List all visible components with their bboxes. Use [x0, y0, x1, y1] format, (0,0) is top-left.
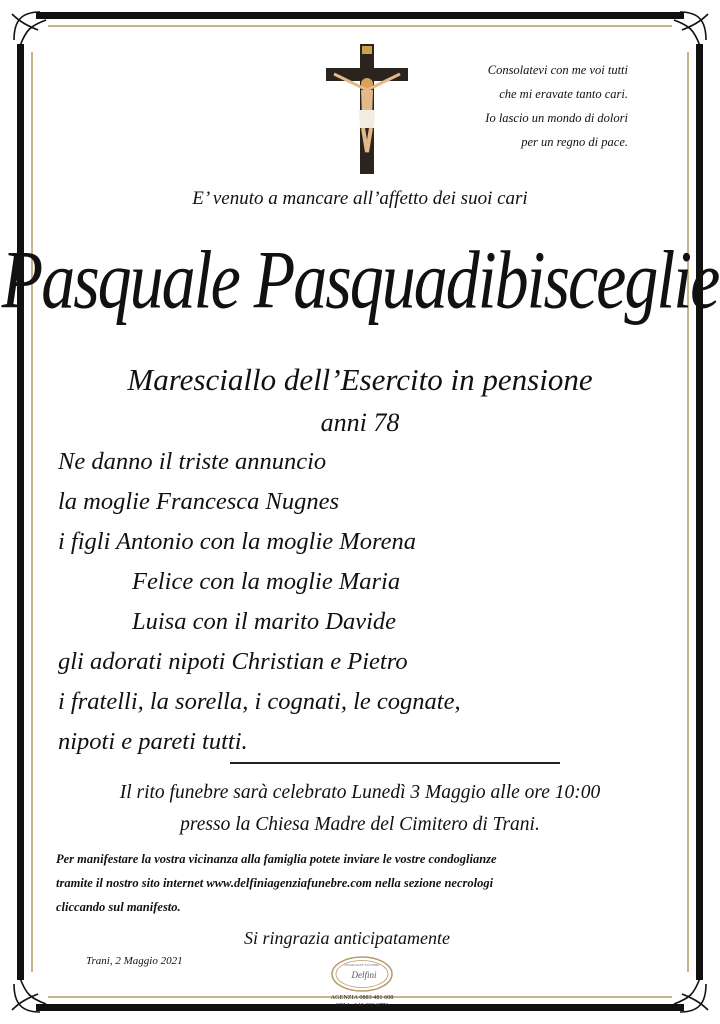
poem-line: Io lascio un mondo di dolori [485, 111, 628, 125]
mourner-line: i figli Antonio con la moglie Morena [58, 528, 416, 555]
intro-line: E’ venuto a mancare all’affetto dei suoi cari [192, 188, 528, 209]
logo-brand: Delfini [351, 970, 377, 980]
rite-line: presso la Chiesa Madre del Cimitero di Trani. [180, 814, 540, 835]
mourner-line: nipoti e pareti tutti. [58, 728, 248, 755]
condolence-line: tramite il nostro sito internet www.delfiniagenziafunebre.com nella sezione necrologi [56, 876, 494, 890]
notice-date: Trani, 2 Maggio 2021 [86, 955, 183, 967]
poem-line: che mi eravate tanto cari. [499, 87, 628, 101]
crucifix-icon [326, 44, 408, 174]
agency-cell: CELL. 340 282 6772 [335, 1002, 389, 1009]
deceased-age: anni 78 [320, 408, 400, 437]
mourner-line: Luisa con il marito Davide [132, 608, 397, 635]
poem-quote [418, 58, 628, 154]
deceased-rank: Maresciallo dell’Esercito in pensione [127, 362, 593, 397]
deceased-name: Pasquale Pasquadibisceglie [1, 233, 719, 326]
poem-line: Consolatevi con me voi tutti [487, 63, 628, 77]
mourner-line: gli adorati nipoti Christian e Pietro [58, 648, 408, 675]
thanks-line: Si ringrazia anticipatamente [244, 928, 450, 948]
separator-line [230, 762, 560, 764]
mourner-line: Felice con la moglie Maria [132, 568, 401, 595]
mourner-line: Ne danno il triste annuncio [58, 448, 327, 475]
logo-tagline: ONORANZE FUNEBRI [344, 963, 380, 967]
condolence-line: cliccando sul manifesto. [56, 900, 181, 914]
poem-line: per un regno di pace. [521, 135, 628, 149]
rite-line: Il rito funebre sarà celebrato Lunedì 3 Maggio alle ore 10:00 [119, 782, 601, 803]
agency-logo [314, 954, 410, 1016]
mourner-line: i fratelli, la sorella, i cognati, le cognate, [58, 688, 461, 715]
condolence-line: Per manifestare la vostra vicinanza alla famiglia potete inviare le vostre condoglianze [56, 852, 497, 866]
agency-phone: AGENZIA 0883 481 608 [330, 994, 394, 1001]
mourner-line: la moglie Francesca Nugnes [58, 488, 340, 515]
